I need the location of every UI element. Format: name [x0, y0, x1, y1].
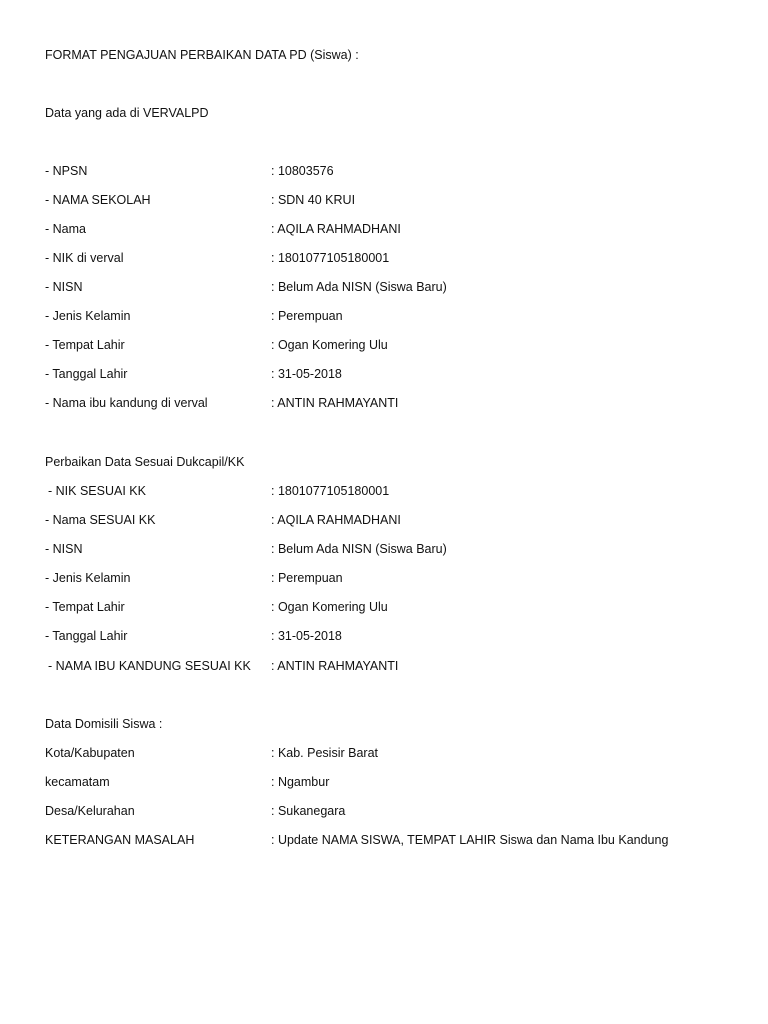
perbaikan-row-nama-ibu — [45, 657, 745, 675]
field-label: - NISN — [45, 280, 83, 294]
field-label: Desa/Kelurahan — [45, 804, 135, 818]
field-value: : 1801077105180001 — [271, 484, 390, 498]
verval-row-nisn — [45, 278, 745, 296]
field-label: - NIK di verval — [45, 251, 124, 265]
field-label: kecamatam — [45, 775, 110, 789]
field-label: - NAMA IBU KANDUNG SESUAI KK — [48, 659, 251, 673]
perbaikan-row-nisn — [45, 540, 745, 558]
field-value: : Belum Ada NISN (Siswa Baru) — [271, 280, 447, 294]
verval-row-tempat-lahir — [45, 336, 745, 354]
field-label: - NIK SESUAI KK — [48, 484, 146, 498]
verval-row-nama-sekolah — [45, 191, 745, 209]
verval-row-nik — [45, 249, 745, 267]
field-label: - Tempat Lahir — [45, 338, 125, 352]
field-value: : Ngambur — [271, 775, 330, 789]
field-value: : Belum Ada NISN (Siswa Baru) — [271, 542, 447, 556]
field-label: - Tanggal Lahir — [45, 629, 128, 643]
perbaikan-row-tempat-lahir — [45, 598, 745, 616]
verval-row-npsn — [45, 162, 745, 180]
field-label: - Tanggal Lahir — [45, 367, 128, 381]
perbaikan-heading-text: Perbaikan Data Sesuai Dukcapil/KK — [45, 455, 245, 469]
field-value: : 31-05-2018 — [271, 367, 342, 381]
perbaikan-heading — [45, 453, 745, 471]
field-value: : 10803576 — [271, 164, 334, 178]
field-label: Kota/Kabupaten — [45, 746, 135, 760]
field-label: KETERANGAN MASALAH — [45, 833, 195, 847]
field-value: : Sukanegara — [271, 804, 346, 818]
field-value: : ANTIN RAHMAYANTI — [271, 659, 399, 673]
verval-row-nama-ibu — [45, 394, 745, 412]
title-text: FORMAT PENGAJUAN PERBAIKAN DATA PD (Siswa) : — [45, 48, 359, 62]
document-title — [45, 46, 745, 64]
perbaikan-row-tanggal-lahir — [45, 627, 745, 645]
field-label: - Tempat Lahir — [45, 600, 125, 614]
verval-row-jenis-kelamin — [45, 307, 745, 325]
field-label: - Jenis Kelamin — [45, 309, 131, 323]
perbaikan-row-nama — [45, 511, 745, 529]
field-value: : Kab. Pesisir Barat — [271, 746, 378, 760]
field-label: - Nama ibu kandung di verval — [45, 396, 208, 410]
domisili-row-keterangan — [45, 831, 745, 849]
field-value: : AQILA RAHMADHANI — [271, 513, 401, 527]
verval-row-nama — [45, 220, 745, 238]
field-label: - Nama — [45, 222, 86, 236]
field-value: : Perempuan — [271, 309, 343, 323]
domisili-row-kota — [45, 744, 745, 762]
perbaikan-row-jenis-kelamin — [45, 569, 745, 587]
verval-heading-text: Data yang ada di VERVALPD — [45, 106, 209, 120]
verval-heading — [45, 104, 745, 122]
document-page — [45, 0, 745, 1024]
verval-row-tanggal-lahir — [45, 365, 745, 383]
field-label: - NISN — [45, 542, 83, 556]
domisili-row-desa — [45, 802, 745, 820]
perbaikan-row-nik — [45, 482, 745, 500]
field-value: : Ogan Komering Ulu — [271, 600, 388, 614]
field-value: : Update NAMA SISWA, TEMPAT LAHIR Siswa dan Nama Ibu Kandung — [271, 833, 669, 847]
domisili-row-kecamatan — [45, 773, 745, 791]
field-label: - NAMA SEKOLAH — [45, 193, 151, 207]
domisili-heading-text: Data Domisili Siswa : — [45, 717, 163, 731]
field-label: - NPSN — [45, 164, 88, 178]
domisili-heading — [45, 715, 745, 733]
field-value: : SDN 40 KRUI — [271, 193, 356, 207]
field-value: : AQILA RAHMADHANI — [271, 222, 401, 236]
field-value: : 1801077105180001 — [271, 251, 390, 265]
field-value: : Ogan Komering Ulu — [271, 338, 388, 352]
field-value: : ANTIN RAHMAYANTI — [271, 396, 399, 410]
field-label: - Nama SESUAI KK — [45, 513, 156, 527]
field-value: : Perempuan — [271, 571, 343, 585]
field-label: - Jenis Kelamin — [45, 571, 131, 585]
field-value: : 31-05-2018 — [271, 629, 342, 643]
